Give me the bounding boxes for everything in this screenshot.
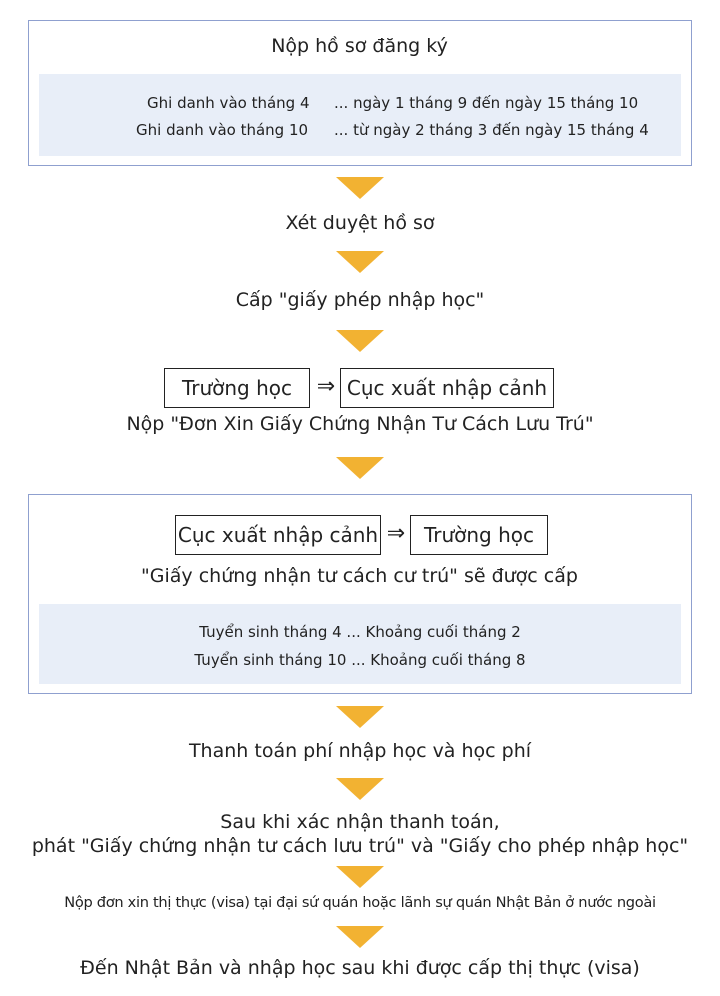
- flow-arrow-5: [336, 706, 384, 728]
- period-october-value: ... từ ngày 2 tháng 3 đến ngày 15 tháng 4: [334, 121, 649, 139]
- step-arrival-title: Đến Nhật Bản và nhập học sau khi được cấp thị thực (visa): [80, 957, 640, 979]
- flow-arrow-1: [336, 177, 384, 199]
- flow-arrow-4: [336, 457, 384, 479]
- step-documents-issued-line1: Sau khi xác nhận thanh toán,: [220, 811, 500, 833]
- step-visa-application-title: Nộp đơn xin thị thực (visa) tại đại sứ quán hoặc lãnh sự quán Nhật Bản ở nước ngoài: [64, 894, 656, 911]
- period-april-value: ... ngày 1 tháng 9 đến ngày 15 tháng 10: [334, 94, 639, 112]
- step-review-title: Xét duyệt hồ sơ: [285, 212, 435, 234]
- step4-from-school: Trường học: [164, 368, 310, 408]
- step-application-title: Nộp hồ sơ đăng ký: [271, 35, 448, 57]
- flow-arrow-6: [336, 778, 384, 800]
- step4-to-immigration: Cục xuất nhập cảnh: [340, 368, 554, 408]
- step-coe-application-title: Nộp "Đơn Xin Giấy Chứng Nhận Tư Cách Lưu Trú": [126, 413, 594, 435]
- step4-implies-arrow: ⇒: [316, 374, 336, 399]
- flow-arrow-2: [336, 251, 384, 273]
- step-payment-title: Thanh toán phí nhập học và học phí: [188, 740, 532, 762]
- step5-implies-arrow: ⇒: [386, 521, 406, 546]
- period-april-label: Ghi danh vào tháng 4: [147, 94, 310, 112]
- period-october-label: Ghi danh vào tháng 10: [136, 121, 309, 139]
- application-period-panel: [39, 74, 681, 156]
- flow-arrow-8: [336, 926, 384, 948]
- step-application-box: [28, 20, 692, 166]
- step-admission-permit-title: Cấp "giấy phép nhập học": [235, 289, 485, 311]
- coe-issue-period-panel: [39, 604, 681, 684]
- coe-issue-october: Tuyển sinh tháng 10 ... Khoảng cuối tháng 8: [194, 651, 526, 669]
- flow-arrow-3: [336, 330, 384, 352]
- step5-to-school: Trường học: [410, 515, 548, 555]
- step-documents-issued-line2: phát "Giấy chứng nhận tư cách lưu trú" và "Giấy cho phép nhập học": [31, 835, 689, 857]
- coe-issue-april: Tuyển sinh tháng 4 ... Khoảng cuối tháng 2: [199, 623, 521, 641]
- step-coe-issued-title: "Giấy chứng nhận tư cách cư trú" sẽ được cấp: [141, 565, 578, 587]
- step-coe-issued-box: [28, 494, 692, 694]
- step5-from-immigration: Cục xuất nhập cảnh: [175, 515, 381, 555]
- flow-arrow-7: [336, 866, 384, 888]
